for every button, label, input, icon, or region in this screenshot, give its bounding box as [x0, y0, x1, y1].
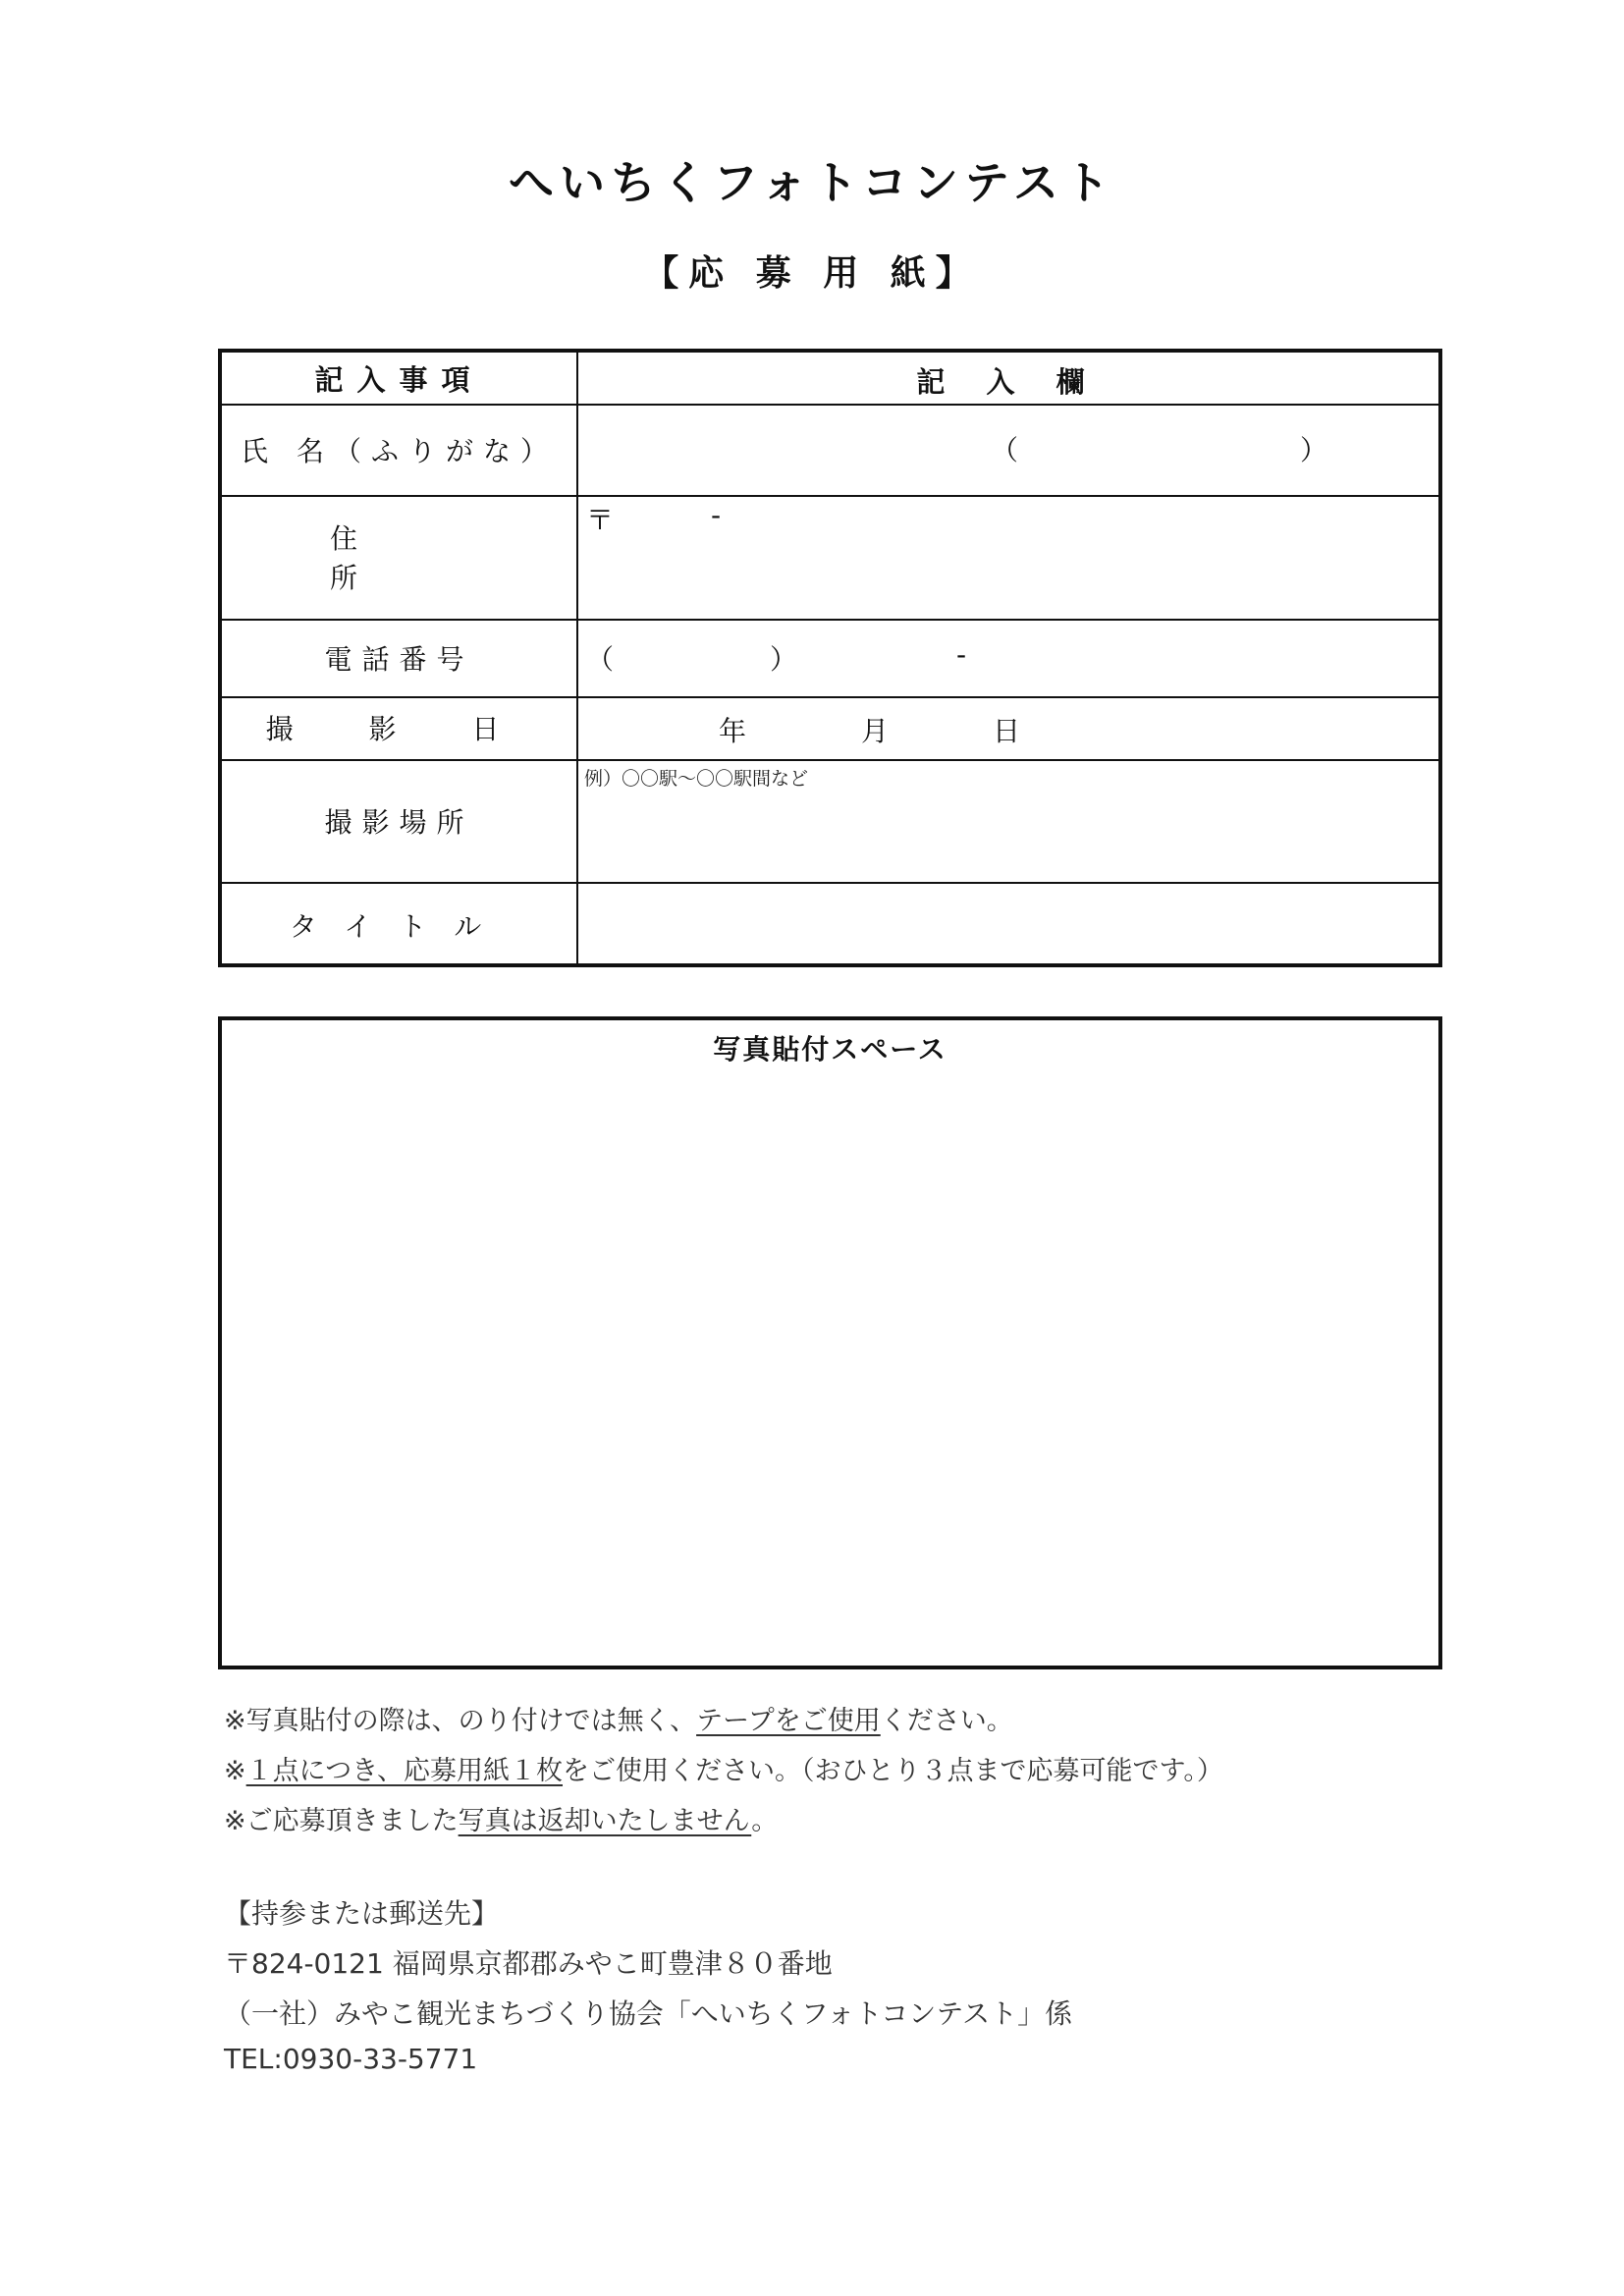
title-row: [222, 882, 1438, 967]
note-item: ※写真貼付の際は、のり付けでは無く、テープをご使用ください。: [224, 1706, 1013, 1736]
contact-heading: 【持参または郵送先】: [224, 1897, 500, 1930]
shooting-date-row: [222, 696, 1438, 761]
location-hint: 例）〇〇駅～〇〇駅間など: [584, 768, 809, 790]
name-field[interactable]: [578, 404, 1438, 495]
furigana-close-paren: ）: [1300, 434, 1328, 466]
shooting-location-label: 撮影場所: [324, 805, 474, 839]
header-entry-label: 記 入 欄: [916, 365, 1101, 399]
header-item-label: 記入事項: [314, 362, 484, 397]
name-row: [222, 404, 1438, 497]
application-form-table: [218, 349, 1442, 967]
page-title: へいちくフォトコンテスト: [508, 156, 1116, 209]
year-label: 年: [719, 715, 747, 747]
phone-close-paren: ）: [770, 643, 798, 676]
phone-dash: -: [956, 638, 967, 671]
shooting-location-field[interactable]: [578, 759, 1438, 882]
month-label: 月: [861, 715, 890, 747]
photo-attachment-area: [218, 1016, 1442, 1669]
address-field[interactable]: [578, 495, 1438, 619]
contact-tel: TEL:0930-33-5771: [224, 2043, 478, 2075]
contact-section: [224, 1892, 1072, 2093]
postal-mark: 〒: [586, 504, 615, 536]
shooting-date-label: 撮 影 日: [265, 713, 533, 745]
form-subtitle: 【応 募 用 紙】: [643, 253, 981, 294]
notes-section: [224, 1699, 1223, 1849]
phone-open-paren: （: [586, 643, 615, 676]
shooting-location-row: [222, 759, 1438, 884]
address-label: 住 所: [330, 522, 476, 594]
contact-address: 〒824-0121 福岡県京都郡みやこ町豊津８０番地: [224, 1947, 833, 1980]
note-item: ※１点につき、応募用紙１枚をご使用ください。（おひとり３点まで応募可能です。）: [224, 1756, 1223, 1786]
phone-label: 電話番号: [324, 642, 474, 676]
shooting-date-field[interactable]: [578, 696, 1438, 759]
day-label: 日: [993, 715, 1021, 747]
title-label: タイトル: [289, 909, 510, 943]
note-item: ※ご応募頂きました写真は返却いたしません。: [224, 1806, 779, 1836]
phone-row: [222, 619, 1438, 698]
table-header-row: [222, 353, 1438, 406]
photo-attachment-title: 写真貼付スペース: [713, 1033, 947, 1066]
postal-dash: -: [711, 499, 722, 531]
address-row: [222, 495, 1438, 621]
name-label: 氏 名（ふりがな）: [241, 434, 558, 467]
title-field[interactable]: [578, 882, 1438, 967]
contact-organization: （一社）みやこ観光まちづくり協会「へいちくフォトコンテスト」係: [224, 1997, 1073, 2030]
phone-field[interactable]: [578, 619, 1438, 696]
furigana-open-paren: （: [991, 434, 1019, 466]
